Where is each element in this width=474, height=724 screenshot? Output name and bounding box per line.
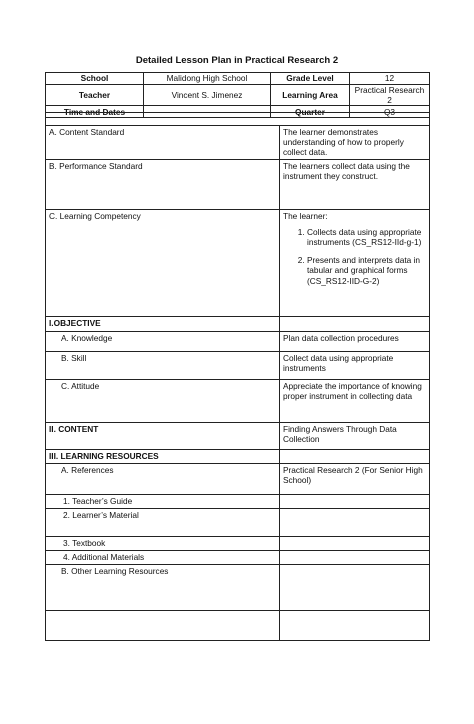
additional-materials-label: 4. Additional Materials [46,551,280,565]
teacher-value: Vincent S. Jimenez [144,85,271,106]
empty-cell [280,509,430,537]
empty-cell [280,317,430,332]
quarter-value: Q3 [350,106,430,118]
empty-cell [280,611,430,641]
row-learning-competency [46,210,430,317]
knowledge-label: A. Knowledge [46,332,280,352]
row-content-standard [46,126,430,160]
row-textbook [46,537,430,551]
document-title: Detailed Lesson Plan in Practical Research 2 [135,55,339,66]
row-performance-standard [46,160,430,210]
learning-area-label: Learning Area [271,85,350,106]
row-references [46,464,430,495]
content-value: Finding Answers Through Data Collection [280,423,430,450]
teacher-label: Teacher [46,85,144,106]
info-row-teacher [46,85,430,106]
references-label: A. References [46,464,280,495]
competency-intro: The learner: [283,211,328,221]
learning-competency-label: C. Learning Competency [46,210,280,317]
grade-level-label: Grade Level [271,73,350,85]
school-value: Malidong High School [144,73,271,85]
teachers-guide-label: 1. Teacher’s Guide [46,495,280,509]
row-knowledge [46,332,430,352]
row-skill [46,352,430,380]
grade-level-value: 12 [350,73,430,85]
list-item: 1. Collects data using appropriate instruments (CS_RS12-IId-g-1) [307,227,426,247]
objective-heading: I.OBJECTIVE [46,317,280,332]
skill-label: B. Skill [46,352,280,380]
skill-value: Collect data using appropriate instruments [280,352,430,380]
row-learning-resources [46,450,430,464]
row-teachers-guide [46,495,430,509]
textbook-label: 3. Textbook [46,537,280,551]
info-row-school [46,73,430,85]
lesson-plan-table [45,112,430,641]
learning-area-value: Practical Research 2 [350,85,430,106]
empty-cell [280,551,430,565]
time-dates-label: Time and Dates [46,106,144,118]
learning-competency-value [280,210,430,317]
row-learners-material [46,509,430,537]
content-standard-value: The learner demonstrates understanding of how to properly collect data. [280,126,430,160]
learning-resources-heading: III. LEARNING RESOURCES [46,450,280,464]
empty-cell [280,495,430,509]
school-label: School [46,73,144,85]
row-objective [46,317,430,332]
empty-cell [280,450,430,464]
other-resources-label: B. Other Learning Resources [46,565,280,611]
row-other-resources [46,565,430,611]
content-heading: II. CONTENT [46,423,280,450]
references-value: Practical Research 2 (For Senior High School) [280,464,430,495]
spacer-row [46,113,430,126]
spacer-row [46,611,430,641]
learners-material-label: 2. Learner’s Material [46,509,280,537]
attitude-value: Appreciate the importance of knowing proper instrument in collecting data [280,380,430,423]
competency-list [283,227,426,286]
performance-standard-label: B. Performance Standard [46,160,280,210]
empty-cell [46,113,430,126]
row-content [46,423,430,450]
quarter-label: Quarter [271,106,350,118]
attitude-label: C. Attitude [46,380,280,423]
row-attitude [46,380,430,423]
list-item: 2. Presents and interprets data in tabular and graphical forms (CS_RS12-IID-G-2) [307,255,426,285]
row-additional-materials [46,551,430,565]
content-standard-label: A. Content Standard [46,126,280,160]
empty-cell [46,611,280,641]
knowledge-value: Plan data collection procedures [280,332,430,352]
empty-cell [280,565,430,611]
performance-standard-value: The learners collect data using the instrument they construct. [280,160,430,210]
empty-cell [280,537,430,551]
